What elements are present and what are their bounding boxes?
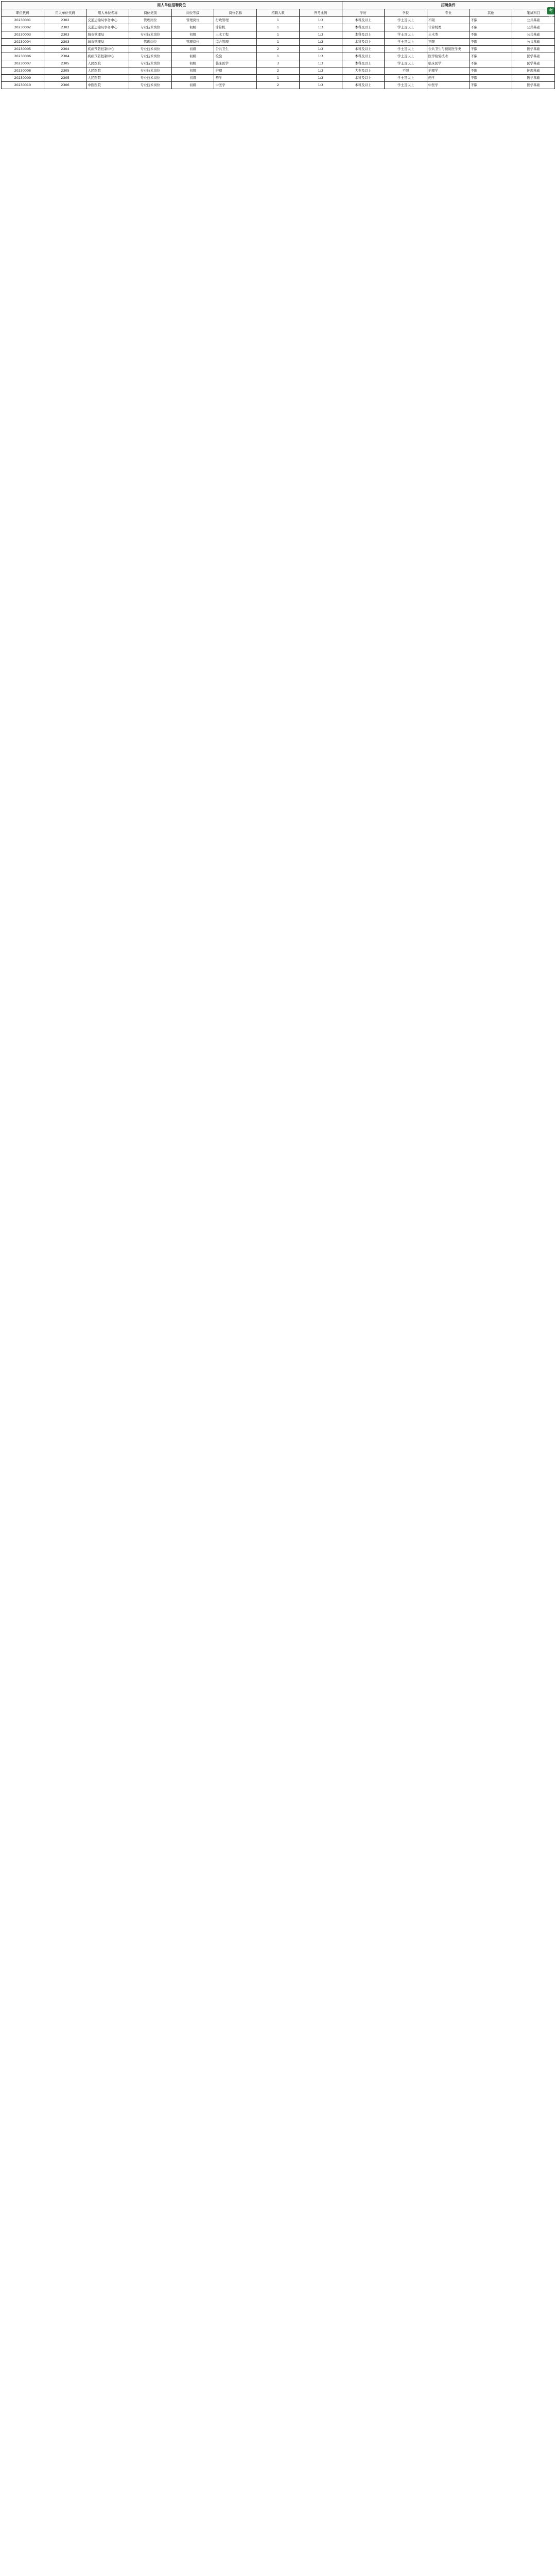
cell-post-name[interactable]: 护理 xyxy=(214,67,257,75)
cell-unit-code[interactable]: 2305 xyxy=(44,67,86,75)
cell-education[interactable]: 本科及以上 xyxy=(342,53,385,60)
header-exam[interactable]: 笔试科目 xyxy=(512,9,555,17)
cell-ratio[interactable]: 1:3 xyxy=(299,82,342,89)
header-unit-name[interactable]: 用人单位名称 xyxy=(86,9,129,17)
cell-unit-name[interactable]: 交通运输局事务中心 xyxy=(86,17,129,24)
table-row xyxy=(2,31,555,39)
cell-education[interactable]: 本科及以上 xyxy=(342,31,385,39)
cell-unit-name[interactable]: 中医医院 xyxy=(86,82,129,89)
cell-major[interactable]: 临床医学 xyxy=(427,60,470,67)
cell-unit-code[interactable]: 2305 xyxy=(44,75,86,82)
cell-unit-name[interactable]: 城市管理局 xyxy=(86,39,129,46)
cell-ratio[interactable]: 1:3 xyxy=(299,24,342,31)
cell-other[interactable]: 不限 xyxy=(470,75,512,82)
cell-education[interactable]: 大专及以上 xyxy=(342,67,385,75)
cell-exam[interactable]: 护理基础 xyxy=(512,67,555,75)
header-major[interactable]: 专业 xyxy=(427,9,470,17)
header-quota[interactable]: 招聘人数 xyxy=(257,9,300,17)
cell-quota[interactable]: 2 xyxy=(257,67,300,75)
cell-unit-code[interactable]: 2304 xyxy=(44,53,86,60)
cell-education[interactable]: 本科及以上 xyxy=(342,17,385,24)
cell-exam[interactable]: 公共基础 xyxy=(512,17,555,24)
cell-education[interactable]: 本科及以上 xyxy=(342,46,385,53)
cell-code[interactable]: 20230008 xyxy=(2,67,44,75)
cell-level[interactable]: 初级 xyxy=(171,67,214,75)
cell-degree[interactable]: 学士及以上 xyxy=(385,31,427,39)
cell-education[interactable]: 本科及以上 xyxy=(342,82,385,89)
cell-ratio[interactable]: 1:3 xyxy=(299,60,342,67)
sheet-tab-marker[interactable]: 考试 xyxy=(547,7,554,14)
cell-major[interactable]: 不限 xyxy=(427,39,470,46)
cell-level[interactable]: 初级 xyxy=(171,24,214,31)
cell-quota[interactable]: 1 xyxy=(257,31,300,39)
cell-unit-code[interactable]: 2303 xyxy=(44,31,86,39)
cell-post-name[interactable]: 公共卫生 xyxy=(214,46,257,53)
cell-code[interactable]: 20230006 xyxy=(2,53,44,60)
cell-major[interactable]: 中医学 xyxy=(427,82,470,89)
cell-code[interactable]: 20230007 xyxy=(2,60,44,67)
cell-other[interactable]: 不限 xyxy=(470,24,512,31)
cell-code[interactable]: 20230002 xyxy=(2,24,44,31)
header-unit-code[interactable]: 用人单位代码 xyxy=(44,9,86,17)
cell-code[interactable]: 20230010 xyxy=(2,82,44,89)
cell-post-name[interactable]: 检验 xyxy=(214,53,257,60)
table-row xyxy=(2,46,555,53)
cell-code[interactable]: 20230009 xyxy=(2,75,44,82)
table-row xyxy=(2,53,555,60)
cell-exam[interactable]: 医学基础 xyxy=(512,46,555,53)
cell-unit-code[interactable]: 2302 xyxy=(44,17,86,24)
cell-degree[interactable]: 学士及以上 xyxy=(385,46,427,53)
cell-ratio[interactable]: 1:3 xyxy=(299,17,342,24)
cell-exam[interactable]: 医学基础 xyxy=(512,53,555,60)
cell-ratio[interactable]: 1:3 xyxy=(299,67,342,75)
cell-category[interactable]: 专业技术岗位 xyxy=(129,46,172,53)
cell-degree[interactable]: 学士及以上 xyxy=(385,82,427,89)
table-row xyxy=(2,39,555,46)
cell-ratio[interactable]: 1:3 xyxy=(299,53,342,60)
cell-major[interactable]: 土木类 xyxy=(427,31,470,39)
cell-major[interactable]: 药学 xyxy=(427,75,470,82)
requirement-group: 招聘条件 xyxy=(342,2,555,9)
header-code[interactable]: 职位代码 xyxy=(2,9,44,17)
cell-degree[interactable]: 学士及以上 xyxy=(385,39,427,46)
cell-other[interactable]: 不限 xyxy=(470,31,512,39)
table-row xyxy=(2,60,555,67)
cell-major[interactable]: 不限 xyxy=(427,17,470,24)
cell-level[interactable]: 初级 xyxy=(171,53,214,60)
cell-level[interactable]: 初级 xyxy=(171,31,214,39)
cell-unit-name[interactable]: 疾病预防控制中心 xyxy=(86,53,129,60)
cell-other[interactable]: 不限 xyxy=(470,53,512,60)
cell-quota[interactable]: 1 xyxy=(257,39,300,46)
cell-unit-name[interactable]: 交通运输局事务中心 xyxy=(86,24,129,31)
cell-quota[interactable]: 2 xyxy=(257,82,300,89)
cell-ratio[interactable]: 1:3 xyxy=(299,39,342,46)
cell-post-name[interactable]: 临床医学 xyxy=(214,60,257,67)
cell-exam[interactable]: 公共基础 xyxy=(512,39,555,46)
cell-ratio[interactable]: 1:3 xyxy=(299,31,342,39)
cell-other[interactable]: 不限 xyxy=(470,82,512,89)
cell-category[interactable]: 专业技术岗位 xyxy=(129,60,172,67)
cell-other[interactable]: 不限 xyxy=(470,46,512,53)
cell-ratio[interactable]: 1:3 xyxy=(299,46,342,53)
cell-exam[interactable]: 医学基础 xyxy=(512,82,555,89)
header-ratio[interactable]: 开考比例 xyxy=(299,9,342,17)
cell-level[interactable]: 初级 xyxy=(171,46,214,53)
cell-unit-code[interactable]: 2302 xyxy=(44,24,86,31)
table-row xyxy=(2,17,555,24)
cell-other[interactable]: 不限 xyxy=(470,67,512,75)
cell-quota[interactable]: 1 xyxy=(257,75,300,82)
cell-category[interactable]: 专业技术岗位 xyxy=(129,53,172,60)
table-body xyxy=(2,17,555,89)
table-row xyxy=(2,75,555,82)
cell-level[interactable]: 管理岗位 xyxy=(171,39,214,46)
cell-code[interactable]: 20230001 xyxy=(2,17,44,24)
cell-post-name[interactable]: 行政管理 xyxy=(214,17,257,24)
cell-unit-code[interactable]: 2304 xyxy=(44,46,86,53)
cell-level[interactable]: 初级 xyxy=(171,82,214,89)
header-degree[interactable]: 学位 xyxy=(385,9,427,17)
cell-ratio[interactable]: 1:3 xyxy=(299,75,342,82)
cell-category[interactable]: 专业技术岗位 xyxy=(129,82,172,89)
cell-code[interactable]: 20230005 xyxy=(2,46,44,53)
header-education[interactable]: 学历 xyxy=(342,9,385,17)
header-other[interactable]: 其他 xyxy=(470,9,512,17)
recruitment-table xyxy=(1,1,555,89)
cell-unit-name[interactable]: 人民医院 xyxy=(86,60,129,67)
cell-post-name[interactable]: 土木工程 xyxy=(214,31,257,39)
cell-exam[interactable]: 医学基础 xyxy=(512,75,555,82)
cell-other[interactable]: 不限 xyxy=(470,39,512,46)
header-level[interactable]: 岗位等级 xyxy=(171,9,214,17)
cell-category[interactable]: 专业技术岗位 xyxy=(129,31,172,39)
cell-other[interactable]: 不限 xyxy=(470,60,512,67)
cell-exam[interactable]: 公共基础 xyxy=(512,24,555,31)
header-post-name[interactable]: 岗位名称 xyxy=(214,9,257,17)
table-row xyxy=(2,67,555,75)
cell-post-name[interactable]: 综合管理 xyxy=(214,39,257,46)
cell-level[interactable]: 初级 xyxy=(171,60,214,67)
cell-major[interactable]: 计算机类 xyxy=(427,24,470,31)
cell-category[interactable]: 管理岗位 xyxy=(129,39,172,46)
cell-education[interactable]: 本科及以上 xyxy=(342,24,385,31)
cell-unit-code[interactable]: 2303 xyxy=(44,39,86,46)
cell-unit-name[interactable]: 疾病预防控制中心 xyxy=(86,46,129,53)
cell-major[interactable]: 护理学 xyxy=(427,67,470,75)
cell-education[interactable]: 本科及以上 xyxy=(342,39,385,46)
cell-other[interactable]: 不限 xyxy=(470,17,512,24)
cell-unit-code[interactable]: 2305 xyxy=(44,60,86,67)
header-category[interactable]: 岗位类别 xyxy=(129,9,172,17)
cell-unit-code[interactable]: 2306 xyxy=(44,82,86,89)
cell-quota[interactable]: 1 xyxy=(257,17,300,24)
sheet-title: 用人单位招聘岗位 xyxy=(2,2,342,9)
cell-post-name[interactable]: 计算机 xyxy=(214,24,257,31)
cell-quota[interactable]: 3 xyxy=(257,60,300,67)
cell-exam[interactable]: 医学基础 xyxy=(512,60,555,67)
cell-code[interactable]: 20230003 xyxy=(2,31,44,39)
cell-degree[interactable]: 学士及以上 xyxy=(385,75,427,82)
cell-post-name[interactable]: 药学 xyxy=(214,75,257,82)
cell-code[interactable]: 20230004 xyxy=(2,39,44,46)
cell-category[interactable]: 专业技术岗位 xyxy=(129,75,172,82)
cell-unit-name[interactable]: 城市管理局 xyxy=(86,31,129,39)
table-row xyxy=(2,24,555,31)
cell-major[interactable]: 公共卫生与预防医学类 xyxy=(427,46,470,53)
cell-category[interactable]: 专业技术岗位 xyxy=(129,67,172,75)
cell-unit-name[interactable]: 人民医院 xyxy=(86,67,129,75)
cell-education[interactable]: 本科及以上 xyxy=(342,60,385,67)
cell-degree[interactable]: 学士及以上 xyxy=(385,53,427,60)
table-row xyxy=(2,82,555,89)
cell-category[interactable]: 管理岗位 xyxy=(129,17,172,24)
cell-exam[interactable]: 公共基础 xyxy=(512,31,555,39)
cell-quota[interactable]: 1 xyxy=(257,24,300,31)
cell-degree[interactable]: 学士及以上 xyxy=(385,60,427,67)
cell-degree[interactable]: 学士及以上 xyxy=(385,24,427,31)
cell-degree[interactable]: 学士及以上 xyxy=(385,17,427,24)
cell-quota[interactable]: 1 xyxy=(257,53,300,60)
cell-degree[interactable]: 不限 xyxy=(385,67,427,75)
cell-unit-name[interactable]: 人民医院 xyxy=(86,75,129,82)
cell-category[interactable]: 专业技术岗位 xyxy=(129,24,172,31)
cell-education[interactable]: 本科及以上 xyxy=(342,75,385,82)
cell-post-name[interactable]: 中医学 xyxy=(214,82,257,89)
cell-quota[interactable]: 2 xyxy=(257,46,300,53)
cell-level[interactable]: 初级 xyxy=(171,75,214,82)
cell-level[interactable]: 管理岗位 xyxy=(171,17,214,24)
cell-major[interactable]: 医学检验技术 xyxy=(427,53,470,60)
